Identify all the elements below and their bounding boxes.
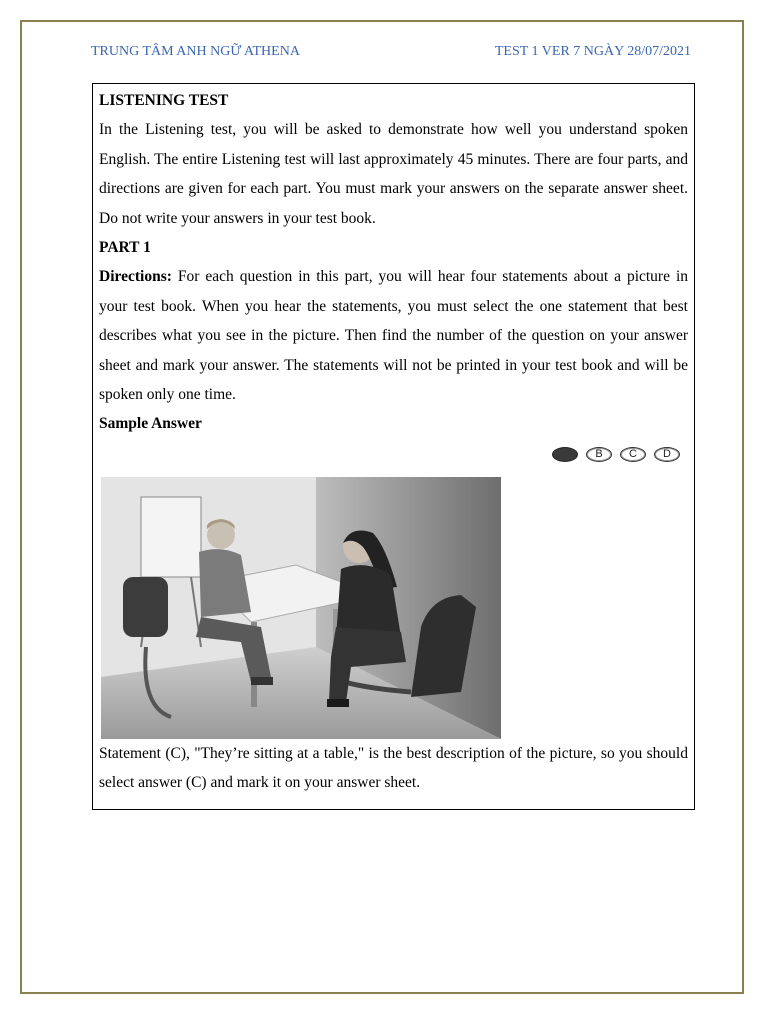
header-test-version: TEST 1 VER 7 NGÀY 28/07/2021: [494, 44, 691, 59]
listening-intro: In the Listening test, you will be asked to demonstrate how well you understand spoken English. The entire Listening test will last approximately 45 minutes. There are four parts, and directions are given for each part. You must mark your answers on the separate answer sheet. Do not write your answers in your test book.: [99, 121, 688, 227]
part1-title: PART 1: [99, 239, 151, 257]
header-center-name: TRUNG TÂM ANH NGỮ ATHENA: [91, 44, 300, 59]
two-women-at-table-photo: [101, 477, 501, 739]
sample-statement: Statement (C), "They’re sitting at a table," is the best description of the picture, so you should select answer (C) and mark it on your answer sheet.: [99, 744, 688, 792]
bubble-b: B: [586, 447, 612, 462]
bubble-a: [552, 447, 578, 462]
content-box: [92, 83, 695, 810]
sample-answer-label: Sample Answer: [99, 415, 202, 433]
part1-directions: [99, 262, 688, 409]
bubble-d: D: [654, 447, 680, 462]
bubble-c: C: [620, 447, 646, 462]
sample-answer-bubbles: [99, 443, 688, 467]
listening-test-title: LISTENING TEST: [99, 92, 229, 109]
directions-text: For each question in this part, you will hear four statements about a picture in your test book. When you hear the statements, you must select the one statement that best describes what you see in the picture. Then find the number of the question on your answer sheet and mark your answer. The statements will not be printed in your test book and will be spoken only one time.: [99, 268, 688, 404]
directions-label: Directions:: [99, 268, 172, 286]
